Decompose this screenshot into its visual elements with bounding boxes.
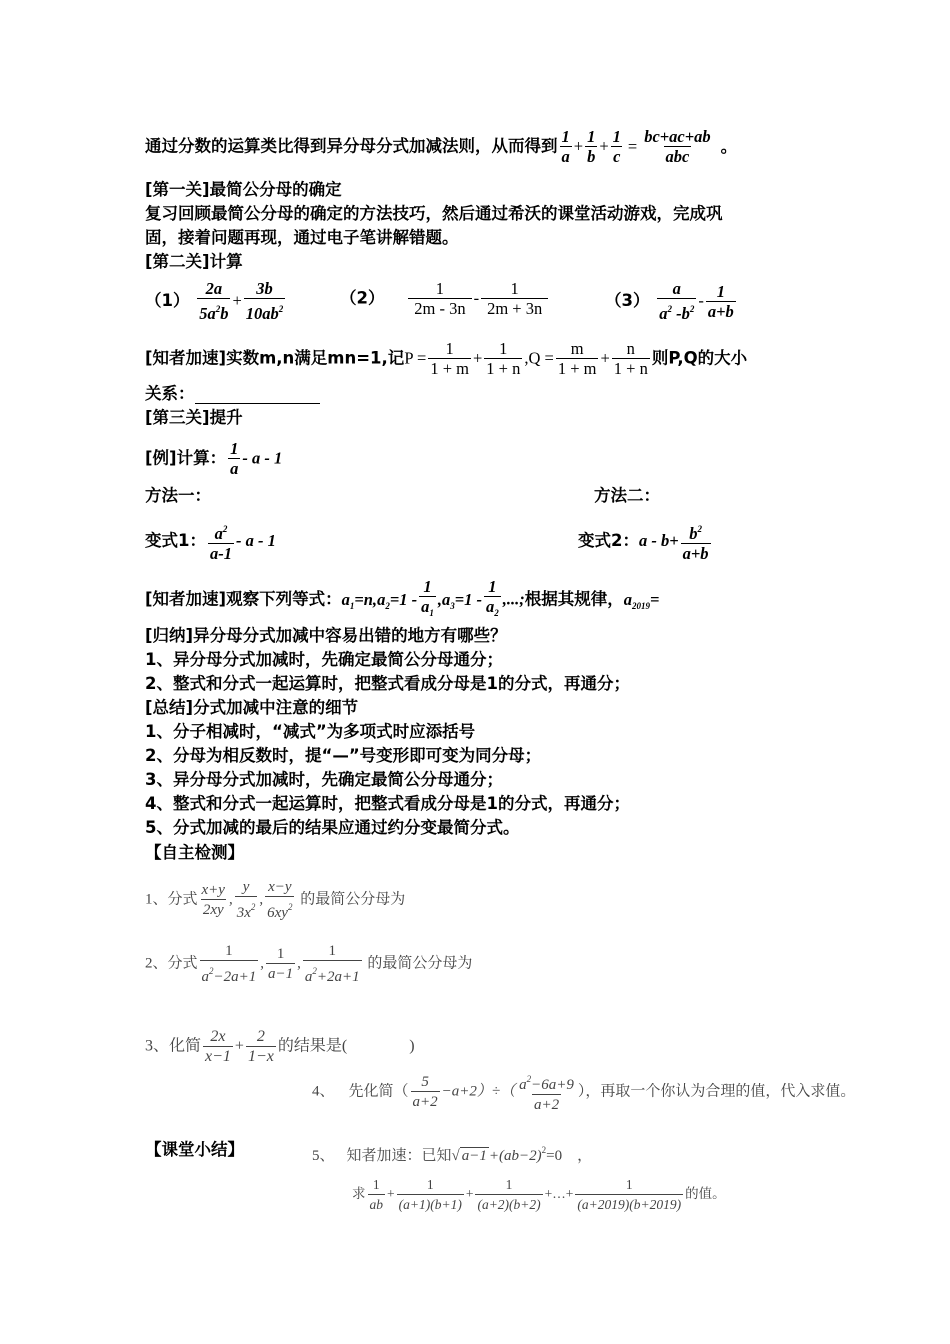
level2-title: [第二关]计算 [145,252,243,271]
level1-para-1: 复习回顾最简公分母的确定的方法技巧，然后通过希沃的课堂活动游戏，完成巩 [145,204,723,223]
level3-title: [第三关]提升 [145,408,243,427]
fast1-relation: 关系： [145,384,320,404]
check-q1: 1、分式 $\frac{x+y}{2xy}$ , $\frac{y}{3x^2}$ , $\frac{x-y}{6xy^2}$ 的最简公分母为 [145,879,406,921]
fast1-line: [知者加速]实数m,n满足mn=1,记P = $\frac{1}{1 + m}$ + $\frac{1}{1 + n}$ ,Q = $\frac{m}{1 + m}$ + $\frac{n}{1 + n}$ 则P,Q的大小 [145,339,748,378]
check-q2: 2、分式 $\frac{1}{a^2-2a+1}$ , $\frac{1}{a-1}$ , $\frac{1}{a^2+2a+1}$ 的最简公分母为 [145,943,473,985]
check-q3: 3、化简 $\frac{2x}{x-1}$ + $\frac{2}{1-x}$ 的结果是( ) [145,1028,415,1065]
level1-title: [第一关]最简公分母的确定 [145,180,342,199]
induction-item-2: 2、整式和分式一起运算时，把整式看成分母是1的分式，再通分； [145,674,630,693]
class-summary-title: 【课堂小结】 [145,1140,244,1159]
check-q5-ask: 求 $\frac{1}{ab}$ + $\frac{1}{(a+1)(b+1)}$ + $\frac{1}{(a+2)(b+2)}$ +…+ $\frac{1}{(a+2019)(b+2019)}$ 的值。 [352,1177,726,1212]
conclusion-item-1: 1、分子相减时，“减式”为多项式时应添括号 [145,722,476,741]
induction-item-1: 1、异分母分式加减时，先确定最简公分母通分； [145,650,503,669]
variant-1: 变式1： $\frac{a^2}{a-1}$ - a - 1 [145,524,276,563]
conclusion-item-5: 5、分式加减的最后的结果应通过约分变最简分式。 [145,818,520,837]
example-line: [例]计算： $\frac{1}{a}$ - a - 1 [145,439,283,478]
check-q5: 5、 知者加速：已知√ $a-1 +(ab-2)^2=0$ ， [312,1145,593,1164]
check-q4: 4、 先化简（ $\frac{5}{a+2}$ −a+2）÷（ $\frac{a^2-6a+9}{a+2}$ ），再取一个你认为合理的值，代入求值。 [312,1074,856,1113]
method-one: 方法一： [145,486,211,505]
variant-2: 变式2：a - b+ $\frac{b^2}{a+b}$ [578,524,709,563]
level1-para-2: 固，接着问题再现，通过电子笔讲解错题。 [145,228,459,247]
conclusion-item-4: 4、整式和分式一起运算时，把整式看成分母是1的分式，再通分； [145,794,630,813]
intro-line: 通过分数的运算类比得到异分母分式加减法则，从而得到 $\frac{1}{a}$ + $\frac{1}{b}$ + $\frac{1}{c}$ = bc+ac+ab abc 。 [145,127,738,166]
induction-title: [归纳]异分母分式加减中容易出错的地方有哪些？ [145,626,507,645]
fast2-line: [知者加速]观察下列等式：$a_1=n,a_2=1$ - $\frac{1}{a_1}$ $,a_3=1$ - $\frac{1}{a_2}$ ,...;根据其规律，$a_{2019}=$ [145,578,659,622]
conclusion-item-3: 3、异分母分式加减时，先确定最简公分母通分； [145,770,503,789]
self-check-title: 【自主检测】 [145,843,244,862]
conclusion-title: [总结]分式加减中注意的细节 [145,698,359,717]
level2-q1: （1） $\frac{2a}{5a^2b}$ + $\frac{3b}{10ab^2}$ [145,279,284,323]
method-two: 方法二： [594,486,660,505]
level2-q2: （2） $\frac{1}{2m - 3n}$ - $\frac{1}{2m + 3n}$ [340,280,550,318]
conclusion-item-2: 2、分母为相反数时，提“—”号变形即可变为同分母； [145,746,542,765]
answer-blank[interactable] [195,389,320,404]
level2-q3: （3） $\frac{a}{a^2 -b^2}$ - $\frac{1}{a+b}$ [605,279,734,323]
